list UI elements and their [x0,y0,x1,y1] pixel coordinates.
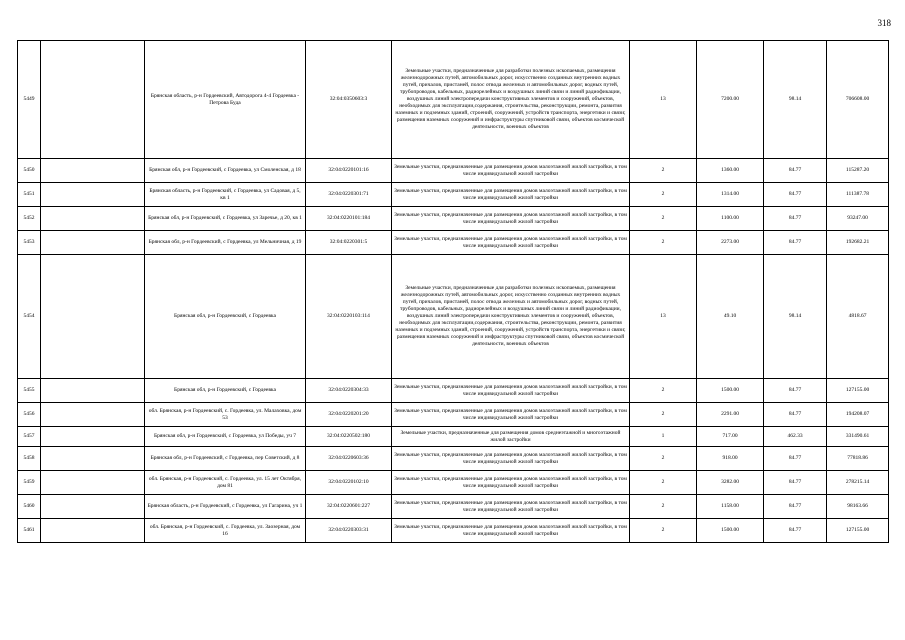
cadastral-number-cell: 32:04:0220601:227 [306,495,392,519]
land-use-description-cell: Земельные участки, предназначенные для размещения домов малоэтажной жилой застройки, в том числе индивидуальной жилой застройки [392,207,630,231]
row-number: 5450 [18,159,41,183]
rate-cell: 98.14 [764,41,827,159]
address-cell: Брянская обл, р-н Гордеевский, с Гордеевка, ул Заречье, д 20, кв 1 [145,207,306,231]
rate-cell: 98.14 [764,255,827,379]
table-row [18,159,889,183]
land-use-code-cell: 2 [630,447,697,471]
rate-cell: 84.77 [764,471,827,495]
land-use-description-cell: Земельные участки, предназначенные для размещения домов малоэтажной жилой застройки, в том числе индивидуальной жилой застройки [392,231,630,255]
area-cell: 3282.00 [697,471,764,495]
area-cell: 1314.00 [697,183,764,207]
rate-cell: 84.77 [764,447,827,471]
address-cell: Брянская область, р-н Гордеевский, с Гордеевка, ул Садовая, д 5, кв 1 [145,183,306,207]
rate-cell: 84.77 [764,403,827,427]
table-body [18,41,889,543]
table-row [18,427,889,447]
area-cell: 2273.00 [697,231,764,255]
land-use-description-cell: Земельные участки, предназначенные для размещения домов малоэтажной жилой застройки, в том числе индивидуальной жилой застройки [392,519,630,543]
land-use-description-cell: Земельные участки, предназначенные для разработки полезных ископаемых, размещения железнодорожных путей, автомобильных дорог, искусственно созданных внутренних водных путей, причалов, пристаней, полос отвода железных и автомобильных дорог, водных путей, трубопроводов, кабельных, радиорелейных и воздушных линий связи и линий радиофикации, воздушных линий электропередачи конструктивных элементов и сооружений, объектов, необходимых для эксплуатации,содержания, строительства, реконструкции, ремонта, развития наземных и подземных зданий, строений, сооружений, устройств транспорта, энергетики и связи; размещения наземных сооружений и инфраструктуры спутниковой связи, объектов космической деятельности, военных объектов [392,255,630,379]
address-cell: Брянская обл, р-н Гордеевский, с Гордеевка, ул Смоленская, д 18 [145,159,306,183]
land-use-description-cell: Земельные участки, предназначенные для размещения домов малоэтажной жилой застройки, в том числе индивидуальной жилой застройки [392,379,630,403]
area-cell: 1500.00 [697,379,764,403]
address-cell: Брянская обл, р-н Гордеевский, с Гордеевка, ул Мельничная, д 19 [145,231,306,255]
area-cell: 717.00 [697,427,764,447]
cadastral-value-cell: 77818.86 [827,447,889,471]
page-number: 318 [877,18,891,28]
address-cell: Брянская обл, р-н Гордеевский, с Гордеевка, ул Победы, уч 7 [145,427,306,447]
table-row [18,403,889,427]
area-cell: 1100.00 [697,207,764,231]
area-cell: 1360.00 [697,159,764,183]
land-use-code-cell: 2 [630,207,697,231]
address-cell: Брянская обл, р-н Гордеевский, с Гордеевка [145,255,306,379]
land-use-description-cell: Земельные участки, предназначенные для размещения домов малоэтажной жилой застройки, в том числе индивидуальной жилой застройки [392,403,630,427]
table-row [18,495,889,519]
row-number: 5451 [18,183,41,207]
cadastral-value-cell: 127155.00 [827,379,889,403]
rate-cell: 84.77 [764,519,827,543]
row-number: 5461 [18,519,41,543]
cadastral-value-cell: 194208.07 [827,403,889,427]
land-use-description-cell: Земельные участки, предназначенные для размещения домов малоэтажной жилой застройки, в том числе индивидуальной жилой застройки [392,447,630,471]
empty-cell [41,427,145,447]
cadastral-number-cell: 32:04:0220102:10 [306,471,392,495]
cadastral-value-cell: 192682.21 [827,231,889,255]
rate-cell: 84.77 [764,495,827,519]
empty-cell [41,41,145,159]
cadastral-number-cell: 32:04:0220301:71 [306,183,392,207]
row-number: 5455 [18,379,41,403]
land-use-description-cell: Земельные участки, предназначенные для размещения домов малоэтажной жилой застройки, в том числе индивидуальной жилой застройки [392,495,630,519]
address-cell: Брянская область, р-н Гордеевский, Автодорога 4-4 Гордеевка - Петрова Буда [145,41,306,159]
table-row [18,231,889,255]
land-use-description-cell: Земельные участки, предназначенные для разработки полезных ископаемых, размещения железнодорожных путей, автомобильных дорог, искусственно созданных внутренних водных путей, причалов, пристаней, полос отвода железных и автомобильных дорог, водных путей, трубопроводов, кабельных, радиорелейных и воздушных линий связи и линий радиофикации, воздушных линий электропередачи конструктивных элементов и сооружений, объектов, необходимых для эксплуатации,содержания, строительства, реконструкции, ремонта, развития наземных и подземных зданий, строений, сооружений, устройств транспорта, энергетики и связи; размещения наземных сооружений и инфраструктуры спутниковой связи, объектов космической деятельности, военных объектов [392,41,630,159]
rate-cell: 84.77 [764,231,827,255]
row-number: 5456 [18,403,41,427]
table-row [18,471,889,495]
land-use-code-cell: 1 [630,427,697,447]
empty-cell [41,183,145,207]
cadastral-value-cell: 98163.66 [827,495,889,519]
cadastral-value-cell: 115287.20 [827,159,889,183]
table-row [18,447,889,471]
table-row [18,255,889,379]
land-use-code-cell: 2 [630,379,697,403]
cadastral-number-cell: 32:04:0220603:36 [306,447,392,471]
address-cell: обл. Брянская, р-н Гордеевский, с. Гордеевка, ул. Малаховка, дом 53 [145,403,306,427]
empty-cell [41,255,145,379]
table-row [18,207,889,231]
rate-cell: 84.77 [764,159,827,183]
table-row [18,519,889,543]
empty-cell [41,231,145,255]
cadastral-value-cell: 93247.00 [827,207,889,231]
cadastral-value-table [17,40,889,543]
empty-cell [41,519,145,543]
cadastral-number-cell: 32:04:0220303:31 [306,519,392,543]
land-use-code-cell: 2 [630,471,697,495]
row-number: 5457 [18,427,41,447]
empty-cell [41,471,145,495]
land-use-code-cell: 2 [630,495,697,519]
cadastral-value-cell: 278215.14 [827,471,889,495]
cadastral-value-cell: 4818.67 [827,255,889,379]
land-use-code-cell: 13 [630,255,697,379]
row-number: 5459 [18,471,41,495]
land-use-code-cell: 13 [630,41,697,159]
area-cell: 2291.00 [697,403,764,427]
cadastral-number-cell: 32:04:0220301:5 [306,231,392,255]
address-cell: Брянская обл, р-н Гордеевский, с Гордеевка, пер Советский, д 8 [145,447,306,471]
area-cell: 49.10 [697,255,764,379]
row-number: 5452 [18,207,41,231]
land-use-code-cell: 2 [630,231,697,255]
empty-cell [41,379,145,403]
address-cell: обл. Брянская, р-н Гордеевский, с. Гордеевка, ул. 15 лет Октября, дом 81 [145,471,306,495]
land-use-description-cell: Земельные участки, предназначенные для размещения домов малоэтажной жилой застройки, в том числе индивидуальной жилой застройки [392,471,630,495]
cadastral-number-cell: 32:04:0220101:16 [306,159,392,183]
empty-cell [41,207,145,231]
address-cell: Брянская область, р-н Гордеевский, с Гордеевка, ул Гагарина, уч 1 [145,495,306,519]
land-use-code-cell: 2 [630,519,697,543]
empty-cell [41,159,145,183]
rate-cell: 84.77 [764,207,827,231]
rate-cell: 462.33 [764,427,827,447]
cadastral-number-cell: 32:04:0350603:3 [306,41,392,159]
row-number: 5453 [18,231,41,255]
row-number: 5449 [18,41,41,159]
row-number: 5458 [18,447,41,471]
land-use-code-cell: 2 [630,159,697,183]
table-row [18,379,889,403]
land-use-description-cell: Земельные участки, предназначенные для размещения домов малоэтажной жилой застройки, в том числе индивидуальной жилой застройки [392,183,630,207]
area-cell: 1158.00 [697,495,764,519]
cadastral-number-cell: 32:04:0220304:33 [306,379,392,403]
cadastral-value-cell: 111387.78 [827,183,889,207]
land-use-description-cell: Земельные участки, предназначенные для размещения домов малоэтажной жилой застройки, в том числе индивидуальной жилой застройки [392,159,630,183]
area-cell: 1500.00 [697,519,764,543]
empty-cell [41,447,145,471]
empty-cell [41,495,145,519]
cadastral-number-cell: 32:04:0220502:180 [306,427,392,447]
land-use-code-cell: 2 [630,403,697,427]
table-row [18,183,889,207]
cadastral-number-cell: 32:04:0220101:184 [306,207,392,231]
land-use-description-cell: Земельные участки, предназначенные для размещения домов среднеэтажной и многоэтажной жилой застройки [392,427,630,447]
empty-cell [41,403,145,427]
area-cell: 918.00 [697,447,764,471]
rate-cell: 84.77 [764,183,827,207]
area-cell: 7200.00 [697,41,764,159]
land-use-code-cell: 2 [630,183,697,207]
rate-cell: 84.77 [764,379,827,403]
cadastral-value-cell: 706608.00 [827,41,889,159]
cadastral-value-cell: 331490.61 [827,427,889,447]
row-number: 5460 [18,495,41,519]
address-cell: обл. Брянская, р-н Гордеевский, с. Гордеевка, ул. Заозерная, дом 16 [145,519,306,543]
address-cell: Брянская обл, р-н Гордеевский, с Гордеевка [145,379,306,403]
cadastral-value-cell: 127155.00 [827,519,889,543]
cadastral-number-cell: 32:04:0220201:20 [306,403,392,427]
cadastral-number-cell: 32:04:0220103:114 [306,255,392,379]
row-number: 5454 [18,255,41,379]
table-row [18,41,889,159]
